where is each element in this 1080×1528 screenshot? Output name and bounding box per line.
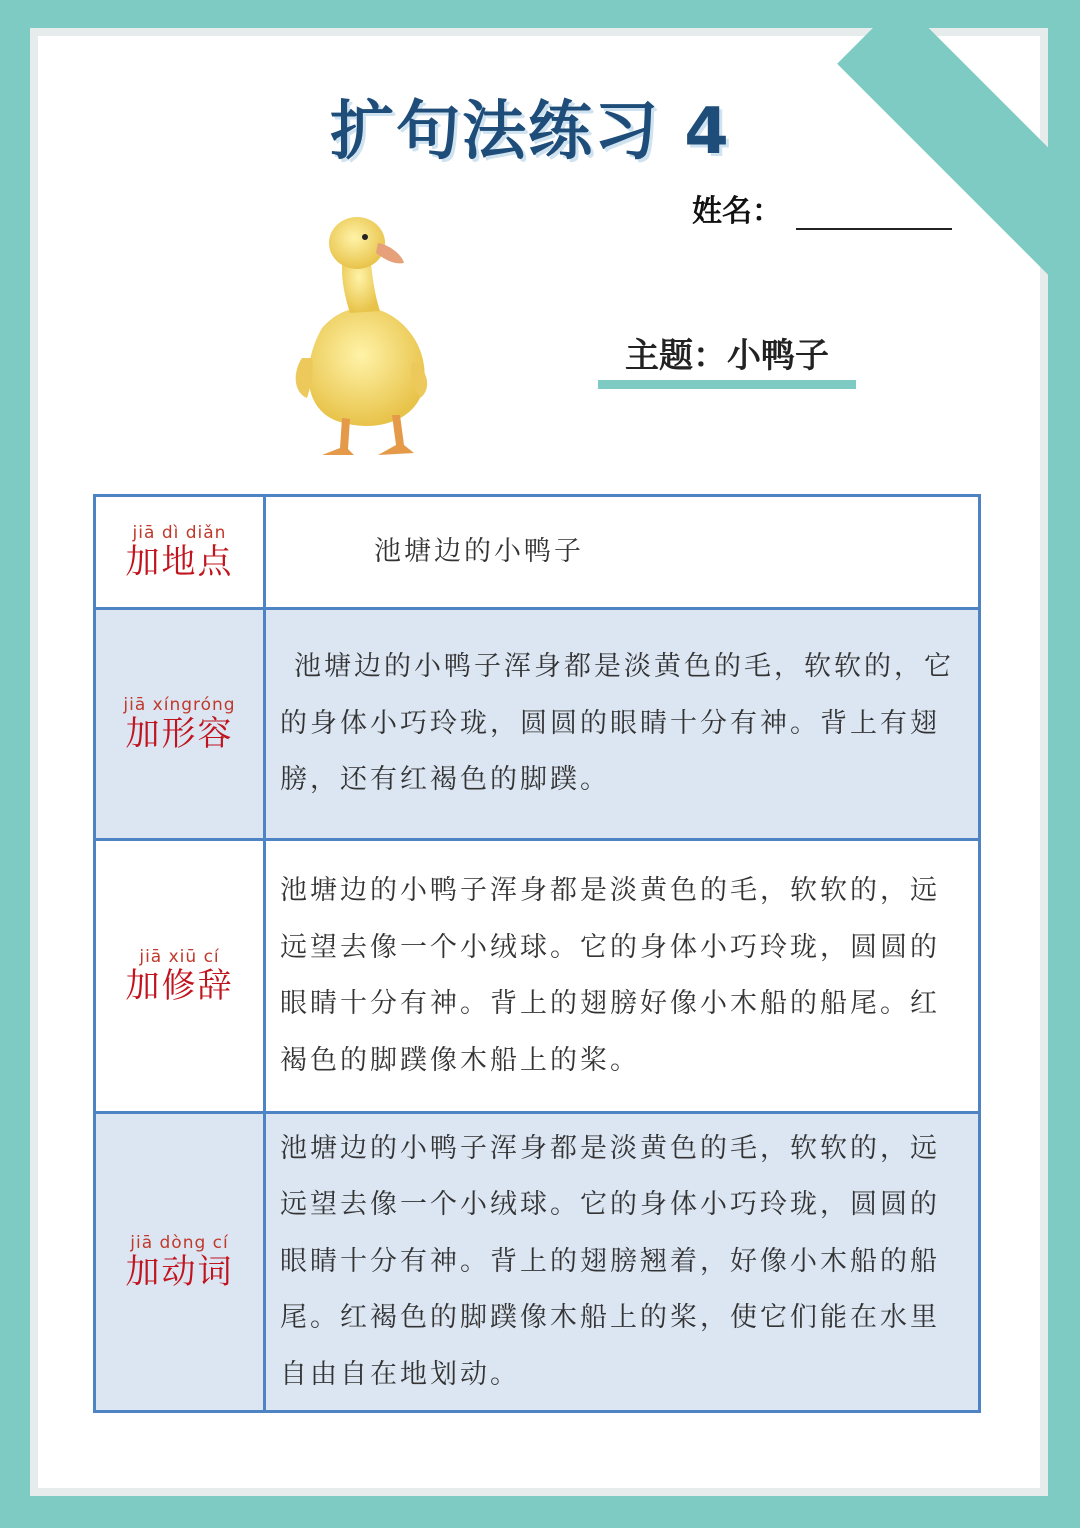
name-blank-line[interactable] [796, 200, 952, 230]
name-label: 姓名： [692, 194, 782, 229]
row-label: 加动词 [125, 1252, 234, 1292]
row-label: 加地点 [125, 542, 234, 582]
row-label-cell [96, 497, 266, 607]
page-title: 扩句法练习 4 [330, 95, 731, 169]
row-text: 池塘边的小鸭子浑身都是淡黄色的毛，软软的，它的身体小巧玲珑，圆圆的眼睛十分有神。背上有翅膀，还有红褐色的脚蹼。 [280, 651, 954, 796]
table-row [96, 1111, 978, 1410]
theme-underline [598, 380, 856, 389]
row-text-cell [266, 841, 978, 1111]
duckling-image [262, 193, 462, 463]
row-label: 加形容 [125, 714, 234, 754]
worksheet-page [30, 28, 1048, 1496]
row-text: 池塘边的小鸭子浑身都是淡黄色的毛，软软的，远远望去像一个小绒球。它的身体小巧玲珑，圆圆的眼睛十分有神。背上的翅膀翘着，好像小木船的船尾。红褐色的脚蹼像木船上的桨，使它们能在水里自由自在地划动。 [280, 1132, 940, 1390]
theme-heading: 主题：小鸭子 [625, 336, 829, 376]
name-field [692, 186, 952, 230]
row-pinyin: jiā dì diǎn [132, 523, 227, 543]
table-row [96, 838, 978, 1111]
row-pinyin: jiā dòng cí [130, 1233, 229, 1253]
row-text-cell [266, 1114, 978, 1410]
expansion-table [93, 494, 981, 1413]
row-label-cell [96, 1114, 266, 1410]
row-text-cell [266, 497, 978, 607]
row-text: 池塘边的小鸭子 [374, 535, 584, 567]
row-label: 加修辞 [125, 966, 234, 1006]
row-pinyin: jiā xíngróng [123, 695, 236, 715]
table-row [96, 607, 978, 838]
row-text: 池塘边的小鸭子浑身都是淡黄色的毛，软软的，远远望去像一个小绒球。它的身体小巧玲珑，圆圆的眼睛十分有神。背上的翅膀好像小木船的船尾。红褐色的脚蹼像木船上的桨。 [280, 875, 940, 1076]
row-label-cell [96, 610, 266, 838]
row-label-cell [96, 841, 266, 1111]
corner-decoration [837, 28, 1048, 276]
row-text-cell [266, 610, 978, 838]
table-row [96, 497, 978, 607]
row-pinyin: jiā xiū cí [139, 947, 220, 967]
